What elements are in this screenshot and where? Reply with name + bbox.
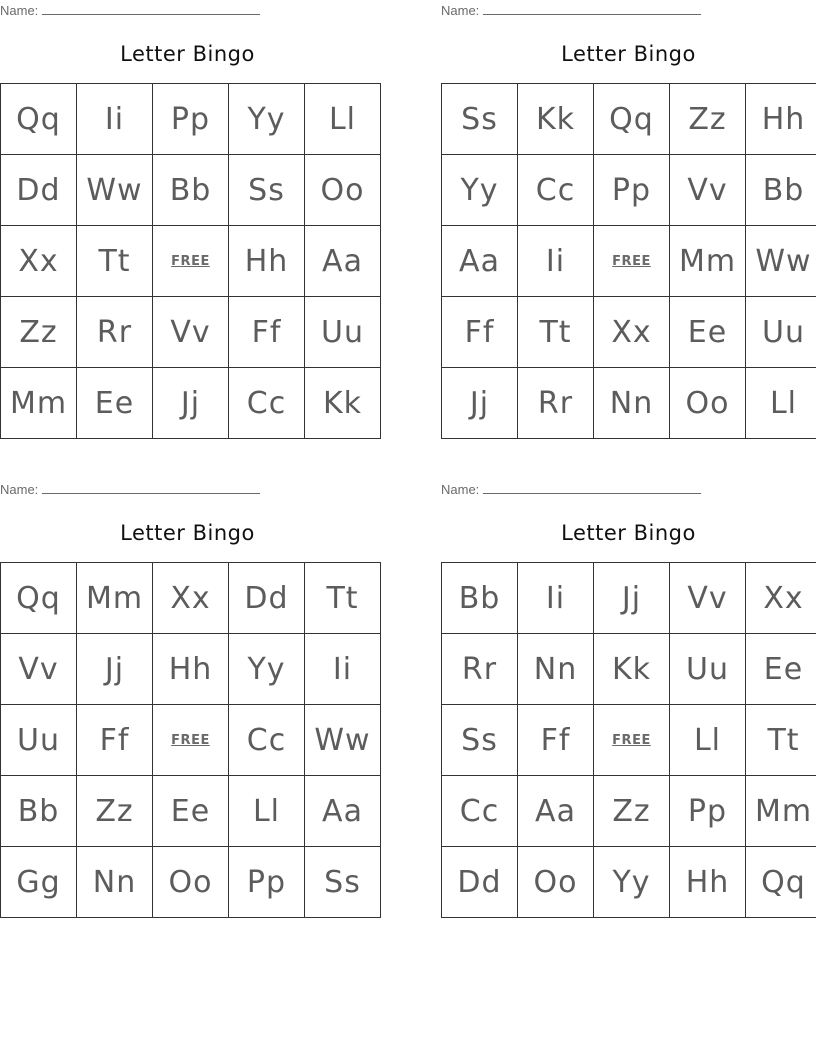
bingo-cell[interactable]: Zz <box>594 776 670 847</box>
grid-row <box>1 297 381 368</box>
bingo-cell[interactable]: Yy <box>442 155 518 226</box>
name-field[interactable] <box>441 3 701 18</box>
bingo-cell[interactable]: Cc <box>518 155 594 226</box>
bingo-cell[interactable]: Ww <box>746 226 816 297</box>
bingo-cell[interactable]: Xx <box>746 563 816 634</box>
grid-row <box>442 155 816 226</box>
bingo-cell[interactable]: Ii <box>77 84 153 155</box>
bingo-cell[interactable]: Dd <box>1 155 77 226</box>
bingo-card-3 <box>0 479 375 911</box>
bingo-cell[interactable]: Dd <box>442 847 518 918</box>
grid-row <box>442 297 816 368</box>
bingo-cell[interactable]: Pp <box>670 776 746 847</box>
bingo-cell[interactable]: Ll <box>229 776 305 847</box>
bingo-cell[interactable]: Vv <box>1 634 77 705</box>
bingo-cell[interactable]: Xx <box>1 226 77 297</box>
free-space-cell[interactable]: FREE <box>594 705 670 776</box>
bingo-cell[interactable]: Ss <box>442 84 518 155</box>
name-label: Name: <box>0 3 39 18</box>
bingo-grid <box>441 83 816 439</box>
bingo-cell[interactable]: Bb <box>746 155 816 226</box>
bingo-cell[interactable]: Oo <box>153 847 229 918</box>
bingo-cell[interactable]: Vv <box>153 297 229 368</box>
bingo-card-2 <box>441 0 816 432</box>
name-blank-line[interactable] <box>483 4 701 15</box>
name-field[interactable] <box>0 3 260 18</box>
bingo-cell[interactable]: Hh <box>746 84 816 155</box>
bingo-cell[interactable]: Tt <box>77 226 153 297</box>
bingo-cell[interactable]: Ee <box>77 368 153 439</box>
bingo-grid <box>0 562 381 918</box>
bingo-cell[interactable]: Bb <box>153 155 229 226</box>
bingo-cell[interactable]: Jj <box>442 368 518 439</box>
name-label: Name: <box>441 3 480 18</box>
bingo-cell[interactable]: Qq <box>1 563 77 634</box>
grid-row <box>1 84 381 155</box>
bingo-cell[interactable]: Jj <box>153 368 229 439</box>
bingo-cell[interactable]: Cc <box>229 368 305 439</box>
bingo-cell[interactable]: Ee <box>670 297 746 368</box>
bingo-cell[interactable]: Nn <box>518 634 594 705</box>
name-blank-line[interactable] <box>483 483 701 494</box>
bingo-cell[interactable]: Hh <box>670 847 746 918</box>
bingo-cell[interactable]: Ww <box>77 155 153 226</box>
bingo-cell[interactable]: Ff <box>442 297 518 368</box>
bingo-cell[interactable]: Uu <box>305 297 381 368</box>
bingo-cell[interactable]: Cc <box>229 705 305 776</box>
bingo-card-1 <box>0 0 375 432</box>
bingo-cell[interactable]: Yy <box>229 634 305 705</box>
bingo-cell[interactable]: Ee <box>746 634 816 705</box>
bingo-cell[interactable]: Uu <box>670 634 746 705</box>
bingo-cell[interactable]: Nn <box>594 368 670 439</box>
bingo-card-4 <box>441 479 816 911</box>
bingo-grid <box>0 83 381 439</box>
grid-row <box>442 84 816 155</box>
bingo-cell[interactable]: Hh <box>229 226 305 297</box>
bingo-cell[interactable]: Uu <box>1 705 77 776</box>
name-label: Name: <box>0 482 39 497</box>
bingo-cell[interactable]: Rr <box>518 368 594 439</box>
grid-row <box>442 368 816 439</box>
free-space-cell[interactable]: FREE <box>153 226 229 297</box>
bingo-cell[interactable]: Kk <box>594 634 670 705</box>
grid-row <box>442 705 816 776</box>
bingo-cell[interactable]: Ff <box>518 705 594 776</box>
bingo-cell[interactable]: Vv <box>670 563 746 634</box>
bingo-cell[interactable]: Yy <box>594 847 670 918</box>
bingo-cell[interactable]: Pp <box>594 155 670 226</box>
bingo-cell[interactable]: Nn <box>77 847 153 918</box>
bingo-cell[interactable]: Mm <box>1 368 77 439</box>
bingo-cell[interactable]: Rr <box>77 297 153 368</box>
bingo-cell[interactable]: Bb <box>1 776 77 847</box>
bingo-cell[interactable]: Mm <box>670 226 746 297</box>
card-title: Letter Bingo <box>120 42 255 66</box>
grid-row <box>1 634 381 705</box>
bingo-cell[interactable]: Qq <box>746 847 816 918</box>
grid-row <box>1 705 381 776</box>
bingo-cell[interactable]: Tt <box>518 297 594 368</box>
name-label: Name: <box>441 482 480 497</box>
bingo-cell[interactable]: Uu <box>746 297 816 368</box>
bingo-cell[interactable]: Bb <box>442 563 518 634</box>
bingo-cell[interactable]: Aa <box>305 226 381 297</box>
bingo-cell[interactable]: Tt <box>305 563 381 634</box>
bingo-cell[interactable]: Dd <box>229 563 305 634</box>
name-blank-line[interactable] <box>42 483 260 494</box>
grid-row <box>1 847 381 918</box>
grid-row <box>1 776 381 847</box>
bingo-cell[interactable]: Xx <box>153 563 229 634</box>
bingo-cell[interactable]: Aa <box>442 226 518 297</box>
bingo-cell[interactable]: Ll <box>746 368 816 439</box>
bingo-cell[interactable]: Pp <box>153 84 229 155</box>
bingo-cell[interactable]: Rr <box>442 634 518 705</box>
bingo-cell[interactable]: Hh <box>153 634 229 705</box>
bingo-cell[interactable]: Oo <box>670 368 746 439</box>
bingo-cell[interactable]: Ff <box>229 297 305 368</box>
bingo-cell[interactable]: Jj <box>77 634 153 705</box>
grid-row <box>442 634 816 705</box>
bingo-cell[interactable]: Mm <box>77 563 153 634</box>
grid-row <box>1 368 381 439</box>
name-field[interactable] <box>0 482 260 497</box>
bingo-cell[interactable]: Kk <box>305 368 381 439</box>
bingo-cell[interactable]: Ss <box>442 705 518 776</box>
grid-row <box>442 847 816 918</box>
bingo-cell[interactable]: Oo <box>305 155 381 226</box>
bingo-cell[interactable]: Mm <box>746 776 816 847</box>
grid-row <box>442 563 816 634</box>
card-title: Letter Bingo <box>120 521 255 545</box>
bingo-cell[interactable]: Zz <box>77 776 153 847</box>
bingo-cell[interactable]: Ii <box>518 226 594 297</box>
bingo-cell[interactable]: Ii <box>305 634 381 705</box>
card-title: Letter Bingo <box>561 521 696 545</box>
bingo-cell[interactable]: Xx <box>594 297 670 368</box>
free-space-cell[interactable]: FREE <box>153 705 229 776</box>
bingo-cell[interactable]: Qq <box>1 84 77 155</box>
grid-row <box>1 155 381 226</box>
bingo-cell[interactable]: Pp <box>229 847 305 918</box>
grid-row <box>1 226 381 297</box>
bingo-cell[interactable]: Oo <box>518 847 594 918</box>
bingo-cell[interactable]: Vv <box>670 155 746 226</box>
bingo-grid <box>441 562 816 918</box>
bingo-cell[interactable]: Ee <box>153 776 229 847</box>
bingo-cell[interactable]: Aa <box>518 776 594 847</box>
bingo-cell[interactable]: Tt <box>746 705 816 776</box>
bingo-cell[interactable]: Ww <box>305 705 381 776</box>
bingo-cell[interactable]: Ii <box>518 563 594 634</box>
bingo-cell[interactable]: Aa <box>305 776 381 847</box>
name-blank-line[interactable] <box>42 4 260 15</box>
bingo-cell[interactable]: Ss <box>305 847 381 918</box>
card-title: Letter Bingo <box>561 42 696 66</box>
bingo-cell[interactable]: Kk <box>518 84 594 155</box>
name-field[interactable] <box>441 482 701 497</box>
bingo-cell[interactable]: Ss <box>229 155 305 226</box>
bingo-cell[interactable]: Ff <box>77 705 153 776</box>
bingo-cell[interactable]: Zz <box>1 297 77 368</box>
bingo-cell[interactable]: Zz <box>670 84 746 155</box>
bingo-cell[interactable]: Jj <box>594 563 670 634</box>
bingo-cell[interactable]: Ll <box>670 705 746 776</box>
grid-row <box>442 226 816 297</box>
bingo-cell[interactable]: Gg <box>1 847 77 918</box>
bingo-cell[interactable]: Ll <box>305 84 381 155</box>
bingo-cell[interactable]: Yy <box>229 84 305 155</box>
grid-row <box>1 563 381 634</box>
bingo-cell[interactable]: Qq <box>594 84 670 155</box>
free-space-cell[interactable]: FREE <box>594 226 670 297</box>
grid-row <box>442 776 816 847</box>
bingo-cell[interactable]: Cc <box>442 776 518 847</box>
